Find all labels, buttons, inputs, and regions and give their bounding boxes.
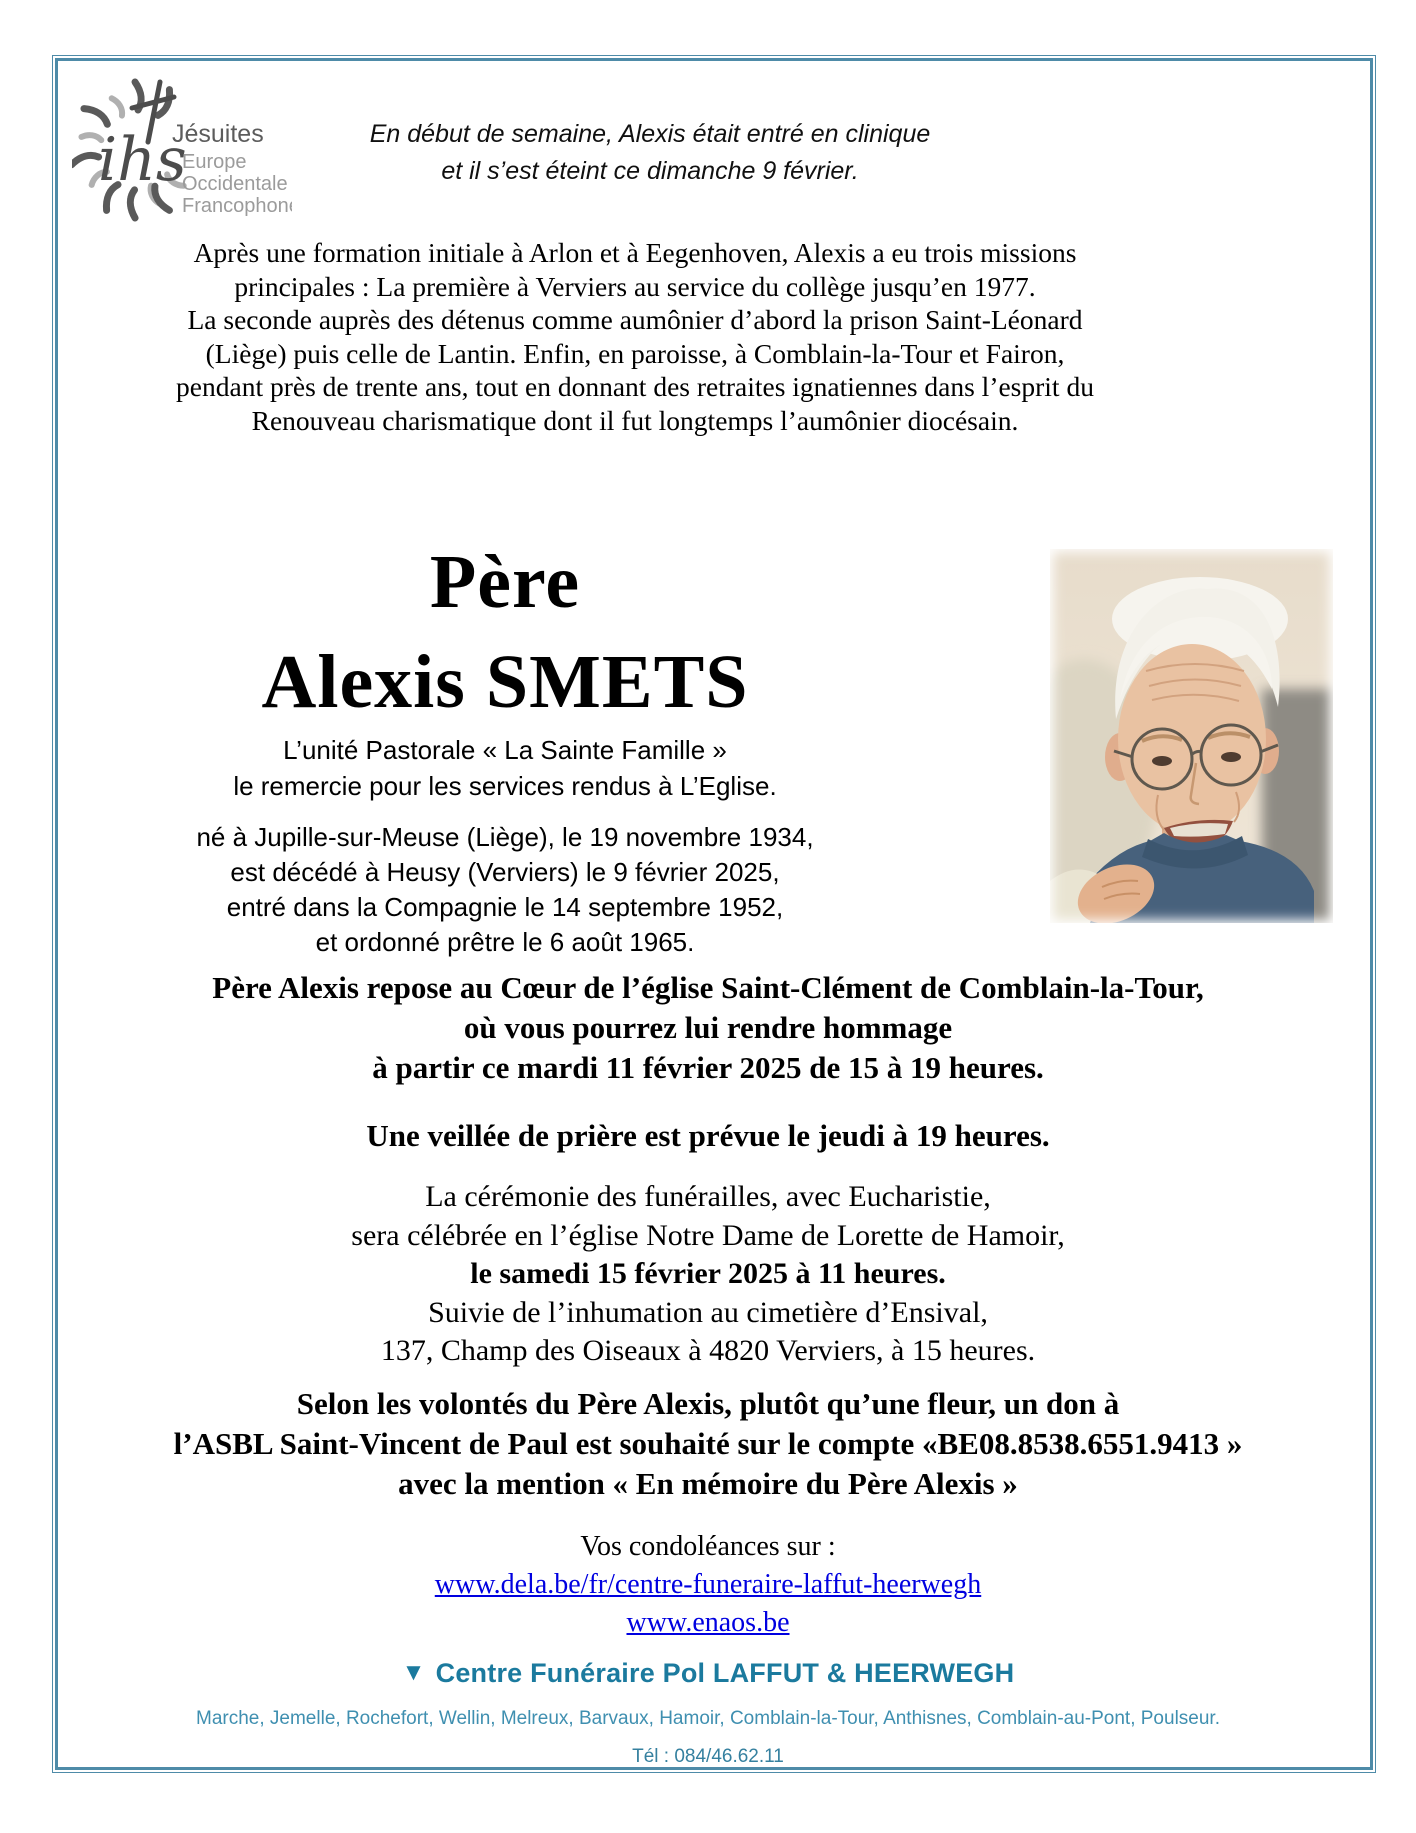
vital-line: entré dans la Compagnie le 14 septembre 1952, bbox=[226, 892, 784, 922]
logo-region-line: Europe bbox=[182, 151, 247, 173]
logo-region-line: Francophone bbox=[182, 195, 292, 217]
pastoral-line: le remercie pour les services rendus à L’Eglise. bbox=[233, 771, 777, 801]
bio-line: Après une formation initiale à Arlon et à Eegenhoven, Alexis a eu trois missions bbox=[193, 237, 1077, 268]
vigil-line: Une veillée de prière est prévue le jeudi à 19 heures. bbox=[366, 1118, 1050, 1153]
jesuits-logo bbox=[72, 66, 292, 226]
ceremony-line: Suivie de l’inhumation au cimetière d’Ensival, bbox=[428, 1295, 988, 1329]
bio-line: La seconde auprès des détenus comme aumônier d’abord la prison Saint-Léonard bbox=[187, 304, 1083, 335]
funeral-home-brand bbox=[78, 1658, 1338, 1689]
bio-line: pendant près de trente ans, tout en donnant des retraites ignatiennes dans l’esprit du bbox=[176, 371, 1094, 402]
biography-paragraph bbox=[85, 236, 1185, 437]
intro-note-line: En début de semaine, Alexis était entré en clinique bbox=[369, 120, 931, 148]
ceremony-date-line: le samedi 15 février 2025 à 11 heures. bbox=[470, 1257, 946, 1290]
funeral-home-name: Centre Funéraire Pol LAFFUT & HEERWEGH bbox=[435, 1658, 1015, 1688]
repose-line: Père Alexis repose au Cœur de l’église Saint-Clément de Comblain-la-Tour, bbox=[212, 970, 1204, 1005]
repose-notice bbox=[78, 968, 1338, 1088]
funeral-home-phone: Tél : 084/46.62.11 bbox=[632, 1746, 784, 1767]
condolences-link-dela[interactable]: www.dela.be/fr/centre-funeraire-laffut-heerwegh bbox=[434, 1569, 982, 1600]
donation-notice bbox=[78, 1384, 1338, 1504]
logo-org-label: Jésuites bbox=[172, 120, 264, 148]
ihs-monogram: ihs bbox=[98, 125, 187, 195]
condolences-link-enaos[interactable]: www.enaos.be bbox=[626, 1607, 790, 1638]
ceremony-line: La cérémonie des funérailles, avec Eucharistie, bbox=[425, 1180, 991, 1213]
pastoral-line: L’unité Pastorale « La Sainte Famille » bbox=[283, 735, 727, 765]
intro-note bbox=[330, 116, 970, 190]
condolences-label: Vos condoléances sur : bbox=[580, 1531, 836, 1562]
triangle-down-icon: ▼ bbox=[401, 1659, 426, 1686]
intro-note-line: et il s’est éteint ce dimanche 9 février. bbox=[441, 157, 859, 185]
bio-line: Renouveau charismatique dont il fut longtemps l’aumônier diocésain. bbox=[251, 404, 1019, 436]
condolences-section bbox=[78, 1528, 1338, 1642]
ceremony-line: sera célébrée en l’église Notre Dame de Lorette de Hamoir, bbox=[351, 1218, 1065, 1252]
pastoral-thanks bbox=[105, 732, 905, 804]
donation-line: avec la mention « En mémoire du Père Alexis » bbox=[398, 1466, 1018, 1501]
deceased-title: Père bbox=[429, 540, 581, 624]
vital-line: est décédé à Heusy (Verviers) le 9 février 2025, bbox=[230, 857, 780, 887]
vital-line: né à Jupille-sur-Meuse (Liège), le 19 novembre 1934, bbox=[196, 822, 814, 852]
jesuits-sun-icon bbox=[72, 66, 292, 226]
logo-region-line: Occidentale bbox=[182, 173, 288, 195]
deceased-name-block bbox=[105, 532, 905, 732]
repose-line: où vous pourrez lui rendre hommage bbox=[463, 1010, 953, 1045]
bio-line: (Liège) puis celle de Lantin. Enfin, en paroisse, à Comblain-la-Tour et Fairon, bbox=[205, 337, 1065, 369]
portrait-photo bbox=[1050, 549, 1333, 923]
repose-line: à partir ce mardi 11 février 2025 de 15 à 19 heures. bbox=[372, 1050, 1044, 1085]
vigil-notice bbox=[78, 1116, 1338, 1156]
vital-line: et ordonné prêtre le 6 août 1965. bbox=[315, 927, 695, 957]
vital-dates bbox=[105, 820, 905, 960]
deceased-name: Alexis SMETS bbox=[261, 640, 749, 724]
donation-line: Selon les volontés du Père Alexis, plutôt qu’une fleur, un don à bbox=[296, 1386, 1120, 1421]
funeral-home-cities: Marche, Jemelle, Rochefort, Wellin, Melreux, Barvaux, Hamoir, Comblain-la-Tour, Anthisnes, Comblain-au-Pont, Poulseur. bbox=[196, 1708, 1220, 1729]
bio-line: principales : La première à Verviers au service du collège jusqu’en 1977. bbox=[234, 270, 1036, 302]
donation-line: l’ASBL Saint-Vincent de Paul est souhaité sur le compte «BE08.8538.6551.9413 » bbox=[173, 1426, 1243, 1461]
ceremony-details bbox=[78, 1178, 1338, 1371]
ceremony-line: 137, Champ des Oiseaux à 4820 Verviers, à 15 heures. bbox=[380, 1334, 1036, 1367]
